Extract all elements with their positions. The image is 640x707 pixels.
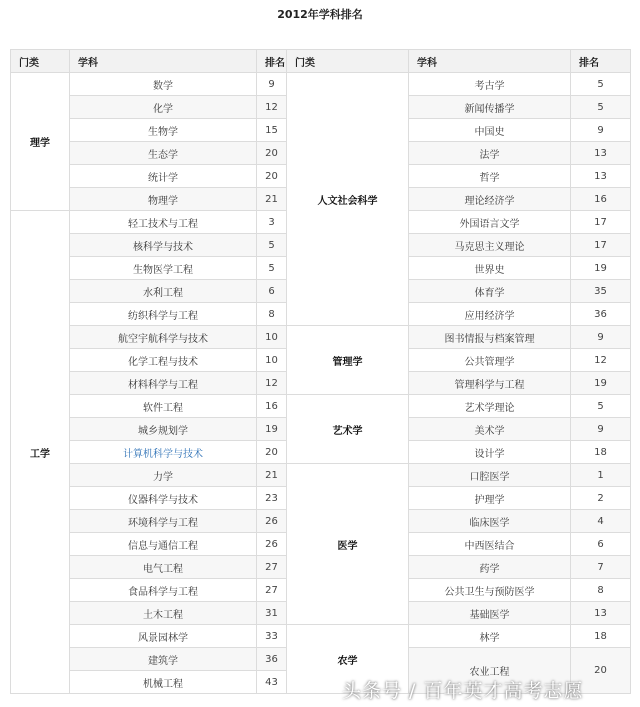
subject-cell: 公共卫生与预防医学 (409, 579, 571, 602)
subject-cell: 数学 (70, 73, 257, 96)
rank-cell: 6 (571, 533, 631, 556)
header-rank-right: 排名 (571, 50, 631, 73)
rank-cell: 5 (257, 234, 287, 257)
subject-cell: 世界史 (409, 257, 571, 280)
rank-cell: 9 (571, 119, 631, 142)
rank-cell: 23 (257, 487, 287, 510)
rank-cell: 43 (257, 671, 287, 694)
subject-cell: 艺术学理论 (409, 395, 571, 418)
header-subject-right: 学科 (409, 50, 571, 73)
page-title: 2012年学科排名 (277, 8, 363, 21)
rank-cell: 36 (257, 648, 287, 671)
subject-cell: 建筑学 (70, 648, 257, 671)
rank-cell: 17 (571, 211, 631, 234)
rank-cell: 33 (257, 625, 287, 648)
subject-cell: 食品科学与工程 (70, 579, 257, 602)
rank-cell: 3 (257, 211, 287, 234)
watermark: 头条号 / 百年英才高考志愿 (342, 680, 584, 702)
rank-cell: 8 (571, 579, 631, 602)
rank-cell: 20 (257, 142, 287, 165)
rank-cell: 9 (257, 73, 287, 96)
table-row (11, 464, 631, 487)
table-row (11, 625, 631, 648)
subject-cell: 中国史 (409, 119, 571, 142)
subject-cell: 药学 (409, 556, 571, 579)
subject-cell: 外国语言文学 (409, 211, 571, 234)
rank-cell: 18 (571, 441, 631, 464)
rank-cell: 20 (257, 441, 287, 464)
category-cell: 人文社会科学 (287, 73, 409, 326)
rank-cell: 13 (571, 142, 631, 165)
subject-cell: 风景园林学 (70, 625, 257, 648)
rank-cell: 12 (257, 96, 287, 119)
subject-cell: 环境科学与工程 (70, 510, 257, 533)
header-category-left: 门类 (11, 50, 70, 73)
subject-cell: 航空宇航科学与技术 (70, 326, 257, 349)
rank-cell: 5 (571, 395, 631, 418)
header-category-right: 门类 (287, 50, 409, 73)
rank-cell: 18 (571, 625, 631, 648)
rank-cell: 7 (571, 556, 631, 579)
rank-cell: 36 (571, 303, 631, 326)
subject-cell: 美术学 (409, 418, 571, 441)
subject-cell: 水利工程 (70, 280, 257, 303)
subject-cell: 生物学 (70, 119, 257, 142)
subject-link[interactable]: 计算机科学与技术 (70, 441, 257, 464)
category-cell: 管理学 (287, 326, 409, 395)
rank-cell: 21 (257, 464, 287, 487)
rank-cell: 15 (257, 119, 287, 142)
subject-cell: 理论经济学 (409, 188, 571, 211)
subject-cell: 信息与通信工程 (70, 533, 257, 556)
category-cell: 理学 (11, 73, 70, 211)
subject-cell: 林学 (409, 625, 571, 648)
rank-cell: 1 (571, 464, 631, 487)
rank-cell: 16 (257, 395, 287, 418)
rank-cell: 19 (571, 257, 631, 280)
subject-cell: 哲学 (409, 165, 571, 188)
table-row (11, 326, 631, 349)
rank-cell: 10 (257, 349, 287, 372)
rank-cell: 31 (257, 602, 287, 625)
ranking-table (10, 49, 631, 694)
rank-cell: 21 (257, 188, 287, 211)
category-cell: 农学 (287, 625, 409, 694)
table-row (11, 395, 631, 418)
rank-cell: 9 (571, 326, 631, 349)
subject-cell: 轻工技术与工程 (70, 211, 257, 234)
subject-cell: 纺织科学与工程 (70, 303, 257, 326)
table-row (11, 73, 631, 96)
subject-cell: 核科学与技术 (70, 234, 257, 257)
rank-cell: 12 (571, 349, 631, 372)
rank-cell: 5 (257, 257, 287, 280)
subject-cell: 图书情报与档案管理 (409, 326, 571, 349)
rank-cell: 9 (571, 418, 631, 441)
subject-cell: 物理学 (70, 188, 257, 211)
rank-cell: 5 (571, 96, 631, 119)
subject-cell: 应用经济学 (409, 303, 571, 326)
rank-cell: 5 (571, 73, 631, 96)
subject-cell: 公共管理学 (409, 349, 571, 372)
rank-cell: 10 (257, 326, 287, 349)
rank-cell: 19 (571, 372, 631, 395)
subject-cell: 基础医学 (409, 602, 571, 625)
subject-cell: 中西医结合 (409, 533, 571, 556)
subject-cell: 力学 (70, 464, 257, 487)
subject-cell: 土木工程 (70, 602, 257, 625)
rank-cell: 12 (257, 372, 287, 395)
rank-cell: 20 (571, 648, 631, 694)
subject-cell: 临床医学 (409, 510, 571, 533)
rank-cell: 13 (571, 165, 631, 188)
rank-cell: 13 (571, 602, 631, 625)
subject-cell: 生物医学工程 (70, 257, 257, 280)
subject-cell: 城乡规划学 (70, 418, 257, 441)
rank-cell: 27 (257, 579, 287, 602)
category-cell: 医学 (287, 464, 409, 625)
subject-cell: 体育学 (409, 280, 571, 303)
rank-cell: 19 (257, 418, 287, 441)
rank-cell: 6 (257, 280, 287, 303)
rank-cell: 4 (571, 510, 631, 533)
header-rank-left: 排名 (257, 50, 287, 73)
subject-cell: 仪器科学与技术 (70, 487, 257, 510)
rank-cell: 27 (257, 556, 287, 579)
subject-cell: 材料科学与工程 (70, 372, 257, 395)
subject-cell: 农业工程 (409, 648, 571, 694)
subject-cell: 管理科学与工程 (409, 372, 571, 395)
subject-cell: 护理学 (409, 487, 571, 510)
subject-cell: 机械工程 (70, 671, 257, 694)
category-cell: 艺术学 (287, 395, 409, 464)
rank-cell: 16 (571, 188, 631, 211)
subject-cell: 口腔医学 (409, 464, 571, 487)
rank-cell: 2 (571, 487, 631, 510)
rank-cell: 17 (571, 234, 631, 257)
subject-cell: 马克思主义理论 (409, 234, 571, 257)
rank-cell: 8 (257, 303, 287, 326)
subject-cell: 法学 (409, 142, 571, 165)
subject-cell: 统计学 (70, 165, 257, 188)
rank-cell: 26 (257, 510, 287, 533)
header-subject-left: 学科 (70, 50, 257, 73)
rank-cell: 26 (257, 533, 287, 556)
category-cell: 工学 (11, 211, 70, 694)
subject-cell: 生态学 (70, 142, 257, 165)
subject-cell: 化学 (70, 96, 257, 119)
header-row (11, 50, 631, 73)
subject-cell: 考古学 (409, 73, 571, 96)
rank-cell: 20 (257, 165, 287, 188)
rank-cell: 35 (571, 280, 631, 303)
subject-cell: 化学工程与技术 (70, 349, 257, 372)
subject-cell: 电气工程 (70, 556, 257, 579)
subject-cell: 新闻传播学 (409, 96, 571, 119)
subject-cell: 设计学 (409, 441, 571, 464)
subject-cell: 软件工程 (70, 395, 257, 418)
